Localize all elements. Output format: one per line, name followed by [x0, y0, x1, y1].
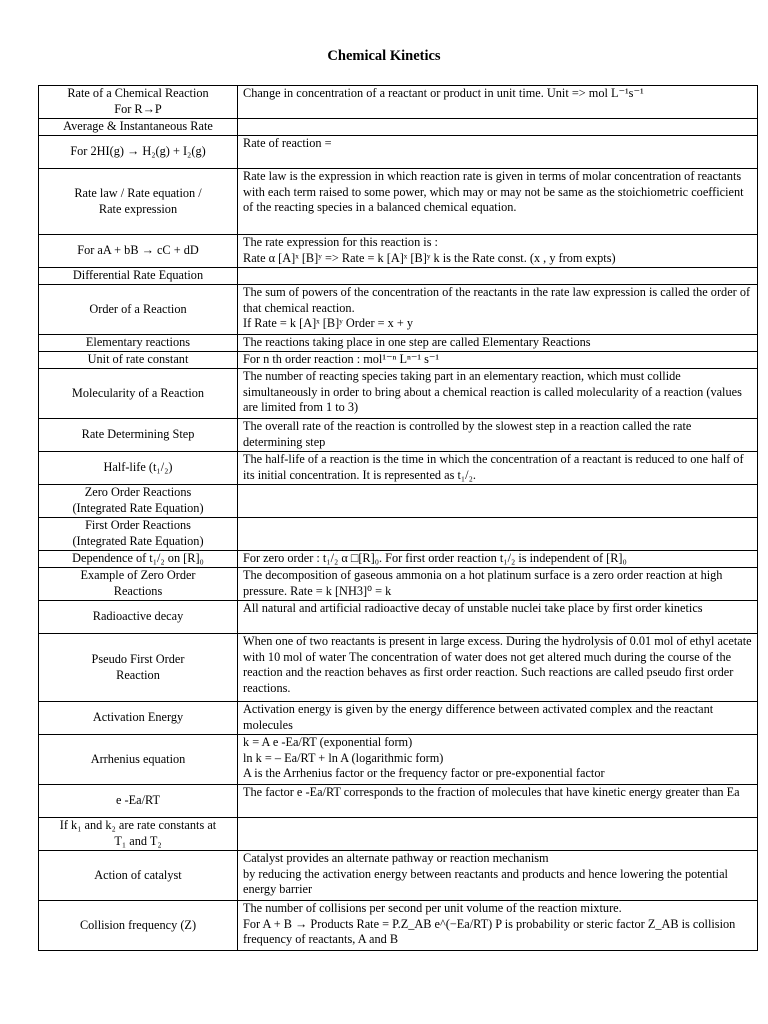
table-row	[39, 601, 758, 634]
table-row	[39, 452, 758, 485]
term-cell: Pseudo First Order Reaction	[39, 634, 238, 702]
table-row	[39, 285, 758, 335]
table-row	[39, 851, 758, 901]
table-row	[39, 235, 758, 268]
table-row	[39, 568, 758, 601]
description-cell: Rate law is the expression in which reaction rate is given in terms of molar concentration of reactants with each term raised to some power, which may or may not be same as the stoichiometric coefficient of the reacting species in a balanced chemical equation.	[238, 169, 758, 235]
description-cell: The sum of powers of the concentration of the reactants in the rate law expression is called the order of that chemical reaction. If Rate = k [A]ˣ [B]ʸ Order = x + y	[238, 285, 758, 335]
page-title: Chemical Kinetics	[327, 48, 441, 64]
kinetics-table	[38, 85, 758, 951]
table-row	[39, 551, 758, 568]
description-cell	[238, 485, 758, 518]
description-cell: Catalyst provides an alternate pathway or reaction mechanism by reducing the activation energy between reactants and products and hence lowering the potential energy barrier	[238, 851, 758, 901]
table-row	[39, 818, 758, 851]
table-row	[39, 419, 758, 452]
term-cell: Elementary reactions	[39, 335, 238, 352]
table-row	[39, 268, 758, 285]
description-cell: Activation energy is given by the energy difference between activated complex and the reactant molecules	[238, 702, 758, 735]
term-cell: Dependence of t₁/₂ on [R]₀	[39, 551, 238, 568]
table-row	[39, 485, 758, 518]
description-cell: The decomposition of gaseous ammonia on a hot platinum surface is a zero order reaction at high pressure. Rate = k [NH3]⁰ = k	[238, 568, 758, 601]
table-row	[39, 634, 758, 702]
term-cell: Radioactive decay	[39, 601, 238, 634]
term-cell: Rate law / Rate equation / Rate expression	[39, 169, 238, 235]
description-cell: For n th order reaction : mol¹⁻ⁿ Lⁿ⁻¹ s⁻¹	[238, 352, 758, 369]
table-row	[39, 136, 758, 169]
description-cell: The reactions taking place in one step are called Elementary Reactions	[238, 335, 758, 352]
table-row	[39, 702, 758, 735]
term-cell: Rate of a Chemical Reaction For R→P	[39, 86, 238, 119]
term-cell: e -Ea/RT	[39, 785, 238, 818]
term-cell: Example of Zero Order Reactions	[39, 568, 238, 601]
term-cell: For aA + bB → cC + dD	[39, 235, 238, 268]
description-cell	[238, 119, 758, 136]
table-row	[39, 352, 758, 369]
term-cell: Zero Order Reactions (Integrated Rate Equation)	[39, 485, 238, 518]
table-row	[39, 901, 758, 951]
term-cell: For 2HI(g) → H₂(g) + I₂(g)	[39, 136, 238, 169]
description-cell: Change in concentration of a reactant or product in unit time. Unit => mol L⁻¹s⁻¹	[238, 86, 758, 119]
description-cell: All natural and artificial radioactive decay of unstable nuclei take place by first order kinetics	[238, 601, 758, 634]
term-cell: If k₁ and k₂ are rate constants at T₁ and T₂	[39, 818, 238, 851]
description-cell	[238, 818, 758, 851]
table-row	[39, 119, 758, 136]
term-cell: Differential Rate Equation	[39, 268, 238, 285]
description-cell: Rate of reaction =	[238, 136, 758, 169]
description-cell	[238, 518, 758, 551]
description-cell	[238, 268, 758, 285]
term-cell: Action of catalyst	[39, 851, 238, 901]
description-cell: When one of two reactants is present in large excess. During the hydrolysis of 0.01 mol of ethyl acetate with 10 mol of water The concentration of water does not get altered much during the course of the reaction and the reaction behaves as first order reaction. Such reactions are called pseudo first order reactions.	[238, 634, 758, 702]
term-cell: Arrhenius equation	[39, 735, 238, 785]
term-cell: First Order Reactions (Integrated Rate Equation)	[39, 518, 238, 551]
table-row	[39, 369, 758, 419]
table-row	[39, 785, 758, 818]
term-cell: Collision frequency (Z)	[39, 901, 238, 951]
description-cell: The half-life of a reaction is the time in which the concentration of a reactant is reduced to one half of its initial concentration. It is represented as t₁/₂.	[238, 452, 758, 485]
term-cell: Half-life (t₁/₂)	[39, 452, 238, 485]
term-cell: Average & Instantaneous Rate	[39, 119, 238, 136]
description-cell: The factor e -Ea/RT corresponds to the fraction of molecules that have kinetic energy greater than Ea	[238, 785, 758, 818]
description-cell: The overall rate of the reaction is controlled by the slowest step in a reaction called the rate determining step	[238, 419, 758, 452]
table-body	[39, 86, 758, 951]
description-cell: The number of collisions per second per unit volume of the reaction mixture. For A + B → Products Rate = P.Z_AB e^(−Ea/RT) P is probability or steric factor Z_AB is collision frequency of reactants, A and B	[238, 901, 758, 951]
table-row	[39, 518, 758, 551]
term-cell: Unit of rate constant	[39, 352, 238, 369]
description-cell: The rate expression for this reaction is : Rate α [A]ˣ [B]ʸ => Rate = k [A]ˣ [B]ʸ k is the Rate const. (x , y from expts)	[238, 235, 758, 268]
description-cell: The number of reacting species taking part in an elementary reaction, which must collide simultaneously in order to bring about a chemical reaction is called molecularity of a reaction (values are limited from 1 to 3)	[238, 369, 758, 419]
term-cell: Molecularity of a Reaction	[39, 369, 238, 419]
term-cell: Order of a Reaction	[39, 285, 238, 335]
description-cell: For zero order : t₁/₂ α □[R]₀. For first order reaction t₁/₂ is independent of [R]₀	[238, 551, 758, 568]
table-row	[39, 169, 758, 235]
description-cell: k = A e -Ea/RT (exponential form) ln k = – Ea/RT + ln A (logarithmic form) A is the Arrhenius factor or the frequency factor or pre-exponential factor	[238, 735, 758, 785]
table-row	[39, 735, 758, 785]
term-cell: Rate Determining Step	[39, 419, 238, 452]
term-cell: Activation Energy	[39, 702, 238, 735]
table-row	[39, 335, 758, 352]
table-row	[39, 86, 758, 119]
